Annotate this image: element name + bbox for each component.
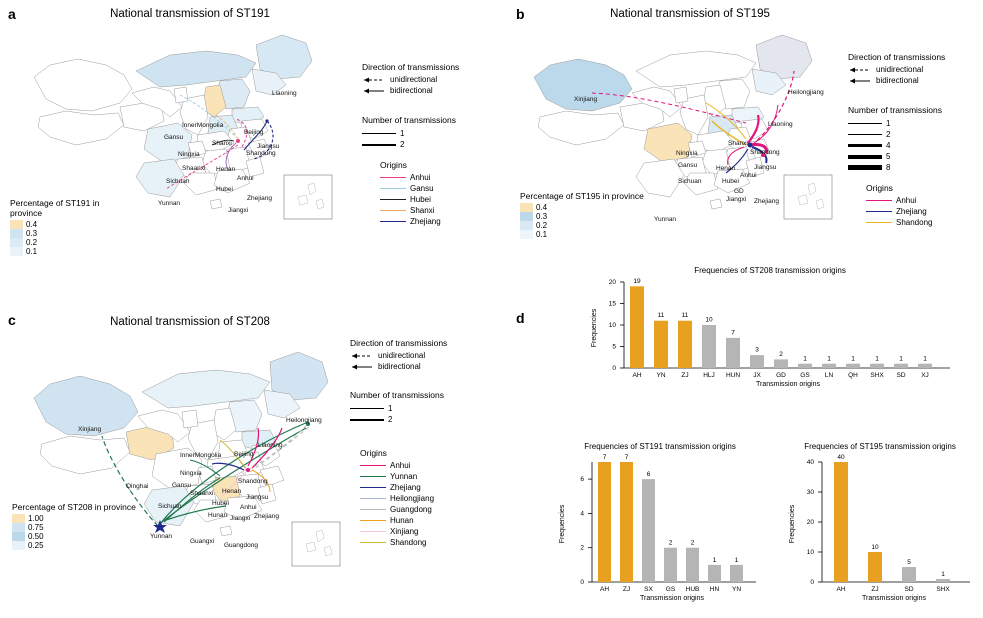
china-map-a xyxy=(20,25,340,225)
svg-text:QH: QH xyxy=(848,372,858,379)
svg-text:0: 0 xyxy=(580,579,584,586)
map-label-henan: Henan xyxy=(716,165,736,172)
legend-label-0: 0.4 xyxy=(26,220,38,229)
panel-b-title: National transmission of ST195 xyxy=(610,8,770,20)
svg-text:1: 1 xyxy=(923,355,927,363)
panel-a-title: National transmission of ST191 xyxy=(110,8,270,20)
origin-color-yunnan xyxy=(360,476,386,478)
panel-c xyxy=(0,300,500,618)
legend-title: Direction of transmissions xyxy=(848,52,946,62)
map-label-gansu: Gansu xyxy=(172,482,192,489)
legend-label-anhui: Anhui xyxy=(390,461,411,470)
legend-label-1: 0.3 xyxy=(536,212,548,221)
svg-text:GD: GD xyxy=(776,372,786,379)
map-label-anhui: Anhui xyxy=(237,175,254,182)
map-label-henan: Henan xyxy=(222,488,242,495)
legend-label-hunan: Hunan xyxy=(390,516,414,525)
map-label-gansu: Gansu xyxy=(164,134,184,141)
chart-title-st195: Frequencies of ST195 transmission origins xyxy=(804,442,956,451)
panel-b-origins-legend xyxy=(866,183,983,228)
map-label-beijing: Beijing xyxy=(244,129,264,136)
legend-label-shandong: Shandong xyxy=(896,218,933,227)
map-label-shaanxi: Shaanxi xyxy=(182,165,206,172)
legend-label-yunnan: Yunnan xyxy=(390,472,418,481)
svg-text:GS: GS xyxy=(800,372,810,379)
panel-c-title: National transmission of ST208 xyxy=(110,316,270,328)
svg-text:SHX: SHX xyxy=(936,586,950,593)
map-label-jiangxi: Jiangxi xyxy=(230,515,251,522)
svg-text:1: 1 xyxy=(827,355,831,363)
legend-label-n5: 5 xyxy=(886,152,891,161)
map-label-qinghai: Qinghai xyxy=(126,483,149,490)
line-width-sample-8 xyxy=(848,165,882,171)
map-label-sichuan: Sichuan xyxy=(678,178,702,185)
svg-text:Frequencies: Frequencies xyxy=(559,504,566,544)
panel-d xyxy=(500,262,983,618)
legend-title: Number of transmissions xyxy=(362,115,457,125)
panel-b xyxy=(500,0,983,260)
map-label-jiangxi: Jiangxi xyxy=(228,207,249,214)
svg-text:40: 40 xyxy=(806,459,814,466)
svg-text:1: 1 xyxy=(941,571,945,578)
legend-title: Direction of transmissions xyxy=(362,62,460,72)
svg-text:40: 40 xyxy=(837,454,845,461)
map-label-anhui: Anhui xyxy=(240,504,257,511)
legend-title: Origins xyxy=(866,183,893,193)
svg-text:YN: YN xyxy=(656,372,666,379)
legend-label-unidirectional: unidirectional xyxy=(876,65,924,74)
svg-text:10: 10 xyxy=(705,316,713,324)
origin-color-shandong xyxy=(866,222,892,224)
legend-swatch-2 xyxy=(10,238,23,247)
line-width-sample-2 xyxy=(848,134,882,136)
map-label-jiangsu: Jiangsu xyxy=(754,164,777,171)
legend-swatch-0 xyxy=(10,220,23,229)
legend-label-bidirectional: bidirectional xyxy=(378,362,421,371)
panel-a-letter: a xyxy=(8,6,16,22)
legend-swatch-2 xyxy=(520,221,533,230)
svg-text:19: 19 xyxy=(633,278,641,285)
legend-label-hubei: Hubei xyxy=(410,195,431,204)
map-label-shandong: Shandong xyxy=(246,150,276,157)
legend-swatch-0 xyxy=(520,203,533,212)
origin-color-shandong xyxy=(360,542,386,544)
legend-label-n2: 2 xyxy=(886,130,891,139)
svg-text:SHX: SHX xyxy=(870,372,884,379)
svg-text:7: 7 xyxy=(602,454,607,461)
svg-text:10: 10 xyxy=(608,322,616,329)
panel-a-number-legend xyxy=(362,115,497,150)
map-label-jiangsu: Jiangsu xyxy=(257,143,280,150)
line-width-sample-2 xyxy=(362,144,396,146)
panel-a xyxy=(0,0,500,260)
svg-text:6: 6 xyxy=(580,476,584,484)
legend-label-zhejiang: Zhejiang xyxy=(410,217,441,226)
map-label-zhejiang: Zhejiang xyxy=(754,198,779,205)
legend-title: Percentage of ST195 in province xyxy=(520,191,644,201)
legend-label-2: 0.2 xyxy=(536,221,548,230)
panel-c-origins-legend xyxy=(360,448,490,548)
line-width-sample-1 xyxy=(848,123,882,124)
legend-title: Percentage of ST208 in province xyxy=(12,502,136,512)
svg-text:HUB: HUB xyxy=(685,586,700,593)
svg-text:6: 6 xyxy=(646,471,651,478)
svg-text:1: 1 xyxy=(803,355,807,363)
map-label-henan: Henan xyxy=(216,166,236,173)
legend-label-n4: 4 xyxy=(886,141,891,150)
legend-label-0: 1.00 xyxy=(28,514,44,523)
map-label-ningxia: Ningxia xyxy=(676,150,698,157)
legend-label-3: 0.1 xyxy=(536,230,548,239)
chart-svg-st191 xyxy=(548,452,763,612)
panel-c-letter: c xyxy=(8,312,16,328)
svg-text:AH: AH xyxy=(632,372,642,379)
svg-text:HLJ: HLJ xyxy=(703,372,715,379)
panel-b-number-legend xyxy=(848,105,983,173)
legend-label-shandong: Shandong xyxy=(390,538,427,547)
svg-text:2: 2 xyxy=(690,539,695,547)
map-label-liaoning: Liaoning xyxy=(272,90,297,97)
svg-text:ZJ: ZJ xyxy=(871,586,879,593)
map-label-yunnan: Yunnan xyxy=(158,200,181,207)
legend-label-n8: 8 xyxy=(886,163,891,172)
legend-label-n1: 1 xyxy=(886,119,891,128)
legend-label-anhui: Anhui xyxy=(896,196,917,205)
legend-label-shanxi: Shanxi xyxy=(410,206,435,215)
legend-swatch-1 xyxy=(520,212,533,221)
svg-text:2: 2 xyxy=(580,544,584,552)
map-label-jiangsu: Jiangsu xyxy=(246,494,269,501)
legend-label-bidirectional: bidirectional xyxy=(390,86,433,95)
svg-text:0: 0 xyxy=(810,579,814,586)
legend-swatch-1 xyxy=(12,523,25,532)
legend-title: Origins xyxy=(360,448,387,458)
legend-label-2: 0.2 xyxy=(26,238,38,247)
legend-label-3: 0.1 xyxy=(26,247,38,256)
panel-a-map xyxy=(20,25,340,225)
svg-text:7: 7 xyxy=(624,454,629,461)
map-label-heilongjiang: Heilongjiang xyxy=(788,89,824,96)
legend-label-heilongjiang: Heilongjiang xyxy=(390,494,435,503)
legend-title: Number of transmissions xyxy=(350,390,445,400)
svg-text:0: 0 xyxy=(612,365,616,372)
svg-text:AH: AH xyxy=(599,586,610,593)
svg-text:Transmission origins: Transmission origins xyxy=(862,595,926,602)
map-label-hunan: Hunan xyxy=(208,512,228,519)
svg-text:XJ: XJ xyxy=(921,372,929,379)
map-label-shanxi: Shanxi xyxy=(728,140,748,147)
legend-label-n1: 1 xyxy=(388,404,393,413)
svg-text:ZJ: ZJ xyxy=(622,586,631,593)
panel-c-percentage-legend xyxy=(12,502,142,550)
svg-text:5: 5 xyxy=(907,559,911,566)
line-width-sample-2 xyxy=(350,419,384,421)
map-label-guangdong: Guangdong xyxy=(224,542,258,549)
map-label-hubei: Hubei xyxy=(216,186,233,193)
legend-title: Percentage of ST191 in province xyxy=(10,198,100,218)
svg-text:15: 15 xyxy=(608,300,616,308)
map-label-gansu: Gansu xyxy=(678,162,698,169)
origin-color-anhui xyxy=(360,465,386,467)
map-label-liaoning: Liaoning xyxy=(258,442,283,449)
panel-a-percentage-legend xyxy=(10,198,130,256)
chart-st195 xyxy=(778,452,978,612)
panel-c-number-legend xyxy=(350,390,490,425)
legend-label-zhejiang: Zhejiang xyxy=(390,483,421,492)
origin-color-guangdong xyxy=(360,509,386,511)
map-label-guangxi: Guangxi xyxy=(190,538,215,545)
map-label-xinjiang: Xinjiang xyxy=(574,96,598,103)
bidirectional-arrow-icon xyxy=(848,72,872,90)
origin-color-zhejiang xyxy=(380,221,406,223)
svg-text:1: 1 xyxy=(734,556,739,564)
svg-text:ZJ: ZJ xyxy=(681,372,689,379)
legend-swatch-3 xyxy=(12,541,25,550)
map-label-ningxia: Ningxia xyxy=(178,151,200,158)
line-width-sample-5 xyxy=(848,155,882,159)
svg-text:LN: LN xyxy=(824,372,834,379)
legend-swatch-3 xyxy=(10,247,23,256)
legend-title: Origins xyxy=(380,160,407,170)
panel-b-percentage-legend xyxy=(520,191,650,239)
legend-label-zhejiang: Zhejiang xyxy=(896,207,927,216)
svg-text:3: 3 xyxy=(755,346,759,354)
map-label-heilongjiang: Heilongjiang xyxy=(286,417,322,424)
origin-color-zhejiang xyxy=(866,211,892,213)
svg-text:SD: SD xyxy=(896,372,906,379)
svg-text:20: 20 xyxy=(608,279,616,286)
legend-label-guangdong: Guangdong xyxy=(390,505,432,514)
origin-color-anhui xyxy=(380,177,406,179)
svg-text:1: 1 xyxy=(712,556,717,564)
map-label-innermongolia: InnerMongolia xyxy=(182,122,224,129)
svg-text:1: 1 xyxy=(851,355,855,363)
map-label-anhui: Anhui xyxy=(740,172,757,179)
legend-title: Number of transmissions xyxy=(848,105,943,115)
legend-label-unidirectional: unidirectional xyxy=(378,351,426,360)
svg-text:4: 4 xyxy=(580,510,584,518)
map-label-sichuan: Sichuan xyxy=(158,503,182,510)
origin-color-gansu xyxy=(380,188,406,190)
origin-color-shanxi xyxy=(380,210,406,212)
origin-color-heilongjiang xyxy=(360,498,386,500)
origin-color-zhejiang xyxy=(360,487,386,489)
svg-text:11: 11 xyxy=(681,312,689,319)
map-label-shandong: Shandong xyxy=(750,149,780,156)
map-label-gd: GD xyxy=(734,188,744,195)
svg-text:10: 10 xyxy=(806,549,814,556)
legend-label-unidirectional: unidirectional xyxy=(390,75,438,84)
svg-text:HUN: HUN xyxy=(725,372,741,379)
legend-swatch-2 xyxy=(12,532,25,541)
svg-text:10: 10 xyxy=(871,544,879,551)
chart-title-st191: Frequencies of ST191 transmission origins xyxy=(584,442,736,451)
panel-a-origins-legend xyxy=(380,160,500,227)
legend-label-n1: 1 xyxy=(400,129,405,138)
svg-text:Transmission origins: Transmission origins xyxy=(640,595,704,602)
svg-text:2: 2 xyxy=(779,351,783,358)
map-label-zhejiang: Zhejiang xyxy=(247,195,272,202)
bidirectional-arrow-icon xyxy=(362,82,386,100)
origin-color-xinjiang xyxy=(360,531,386,533)
legend-title: Direction of transmissions xyxy=(350,338,448,348)
svg-text:SX: SX xyxy=(644,586,653,593)
origin-color-hubei xyxy=(380,199,406,201)
panel-d-letter: d xyxy=(516,310,525,326)
legend-label-gansu: Gansu xyxy=(410,184,434,193)
svg-text:AH: AH xyxy=(836,586,846,593)
svg-text:11: 11 xyxy=(657,312,665,319)
map-label-xinjiang: Xinjiang xyxy=(78,426,102,433)
legend-label-1: 0.75 xyxy=(28,523,44,532)
map-label-jiangxi: Jiangxi xyxy=(726,196,747,203)
legend-label-n2: 2 xyxy=(388,415,393,424)
origin-color-hunan xyxy=(360,520,386,522)
map-label-shaanxi: Shaanxi xyxy=(190,490,214,497)
map-label-beijing: Beijing xyxy=(234,451,254,458)
legend-label-1: 0.3 xyxy=(26,229,38,238)
panel-b-letter: b xyxy=(516,6,525,22)
svg-text:GS: GS xyxy=(665,586,676,593)
legend-label-0: 0.4 xyxy=(536,203,548,212)
svg-text:1: 1 xyxy=(875,355,879,363)
svg-text:1: 1 xyxy=(899,355,903,363)
svg-text:5: 5 xyxy=(612,343,616,351)
chart-st191 xyxy=(548,452,763,612)
line-width-sample-1 xyxy=(350,408,384,409)
line-width-sample-4 xyxy=(848,144,882,147)
panel-c-direction-legend xyxy=(350,338,490,372)
map-label-innermongolia: InnerMongolia xyxy=(180,452,222,459)
svg-text:JX: JX xyxy=(753,372,761,379)
map-label-hubei: Hubei xyxy=(212,500,229,507)
chart-st208 xyxy=(578,276,958,391)
legend-label-anhui: Anhui xyxy=(410,173,431,182)
legend-label-bidirectional: bidirectional xyxy=(876,76,919,85)
map-label-ningxia: Ningxia xyxy=(180,470,202,477)
chart-svg-st208 xyxy=(578,276,958,391)
svg-text:HN: HN xyxy=(709,586,720,593)
map-label-liaoning: Liaoning xyxy=(768,121,793,128)
map-label-sichuan: Sichuan xyxy=(166,178,190,185)
svg-text:20: 20 xyxy=(806,519,814,526)
svg-text:YN: YN xyxy=(731,586,742,593)
legend-label-3: 0.25 xyxy=(28,541,44,550)
legend-label-xinjiang: Xinjiang xyxy=(390,527,419,536)
svg-text:Frequencies: Frequencies xyxy=(789,504,796,544)
legend-swatch-1 xyxy=(10,229,23,238)
map-label-zhejiang: Zhejiang xyxy=(254,513,279,520)
legend-swatch-0 xyxy=(12,514,25,523)
panel-b-direction-legend xyxy=(848,52,983,86)
svg-text:30: 30 xyxy=(806,489,814,496)
map-label-shanxi: Shanxi xyxy=(212,140,232,147)
map-label-yunnan: Yunnan xyxy=(654,216,677,223)
svg-text:7: 7 xyxy=(731,329,735,337)
map-label-yunnan: Yunnan xyxy=(150,533,173,540)
legend-label-n2: 2 xyxy=(400,140,405,149)
bidirectional-arrow-icon xyxy=(350,358,374,376)
panel-a-direction-legend xyxy=(362,62,497,96)
legend-swatch-3 xyxy=(520,230,533,239)
svg-text:Transmission origins: Transmission origins xyxy=(756,381,820,388)
map-label-hubei: Hubei xyxy=(722,178,739,185)
svg-text:SD: SD xyxy=(904,586,914,593)
origin-color-anhui xyxy=(866,200,892,202)
chart-svg-st195 xyxy=(778,452,978,612)
line-width-sample-1 xyxy=(362,133,396,134)
chart-title-st208: Frequencies of ST208 transmission origins xyxy=(694,266,846,275)
map-label-shandong: Shandong xyxy=(238,478,268,485)
svg-text:2: 2 xyxy=(668,539,673,547)
svg-text:Frequencies: Frequencies xyxy=(591,308,598,348)
legend-label-2: 0.50 xyxy=(28,532,44,541)
